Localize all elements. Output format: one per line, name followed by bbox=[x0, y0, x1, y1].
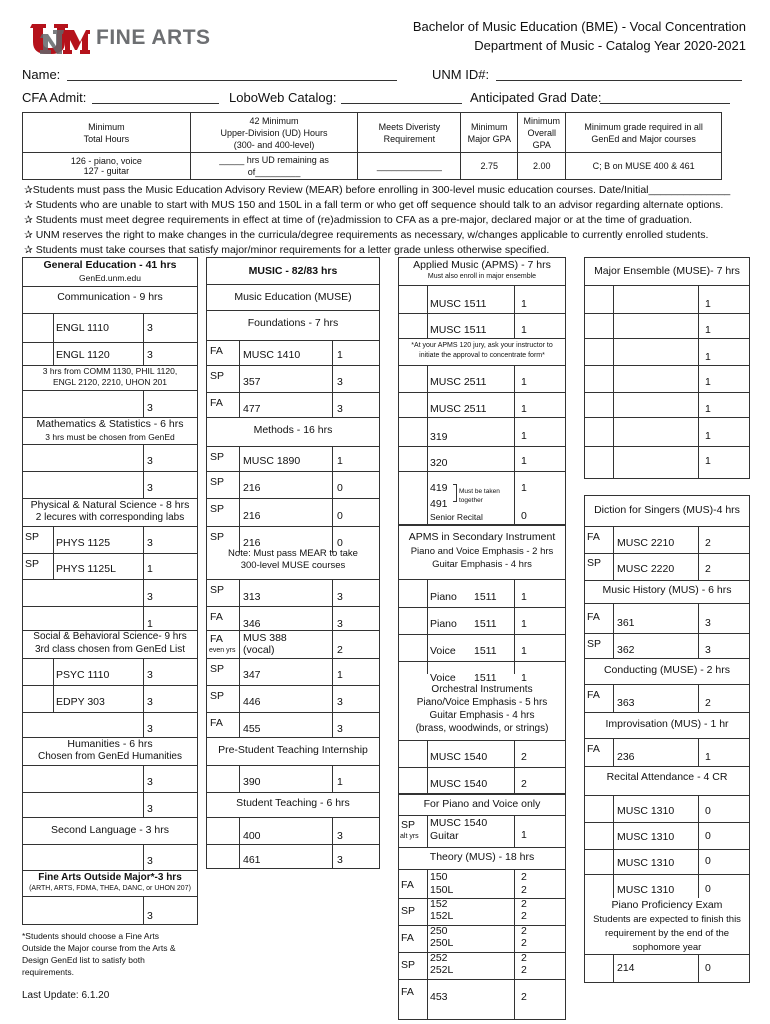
mus236-credits: 1 bbox=[705, 751, 711, 763]
theory252-semester: SP bbox=[401, 959, 416, 971]
musc1511b-credits: 1 bbox=[521, 324, 527, 336]
piano-proficiency-note: Students are expected to finish this requirement by the end of the sophomore year bbox=[593, 914, 741, 953]
mus216c-semester: SP bbox=[210, 531, 225, 543]
name-label: Name: bbox=[22, 67, 61, 82]
min-grade-header: Minimum grade required in all GenEd and Major courses bbox=[566, 113, 722, 153]
major-ensemble-section bbox=[584, 257, 750, 479]
second-language-header: Second Language - 3 hrs bbox=[51, 824, 169, 836]
engl1110-credits: 3 bbox=[147, 322, 153, 334]
musc1310b-course: MUSC 1310 bbox=[617, 831, 675, 843]
note-letter-grade: ✰ Students must take courses that satisfy major/minor requirements for a letter grade unless otherwise specified. bbox=[24, 244, 550, 256]
ensemble3-credits: 1 bbox=[705, 351, 711, 363]
theory252-credits: 2 bbox=[521, 952, 527, 964]
psyc1110-credits: 3 bbox=[147, 669, 153, 681]
gen-ed-title: General Education - 41 hrs bbox=[43, 259, 177, 271]
engl1120-credits: 3 bbox=[147, 349, 153, 361]
mus390-course: 390 bbox=[243, 776, 261, 788]
history-header: Music History (MUS) - 6 hrs bbox=[602, 584, 732, 596]
musc1540b-credits: 2 bbox=[521, 778, 527, 790]
engl1110-course: ENGL 1110 bbox=[56, 322, 109, 334]
overall-gpa-header: Minimum Overall GPA bbox=[518, 113, 566, 153]
musc1511a-course: MUSC 1511 bbox=[430, 298, 487, 310]
cfa-admit-field[interactable] bbox=[92, 90, 219, 104]
ud-hours-value[interactable]: _____ hrs UD remaining as of_________ bbox=[190, 153, 358, 180]
musc1540b-course: MUSC 1540 bbox=[430, 778, 488, 790]
apms-secondary-note: Piano and Voice Emphasis - 2 hrs Guitar Emphasis - 4 hrs bbox=[410, 546, 554, 570]
applied-music-section bbox=[398, 257, 566, 525]
note-sequence: ✰ Students who are unable to start with MUS 150 and 150L in a fall term or who get off sequence should talk to an advisor regarding alternate options. bbox=[24, 199, 724, 211]
foundations-header: Foundations - 7 hrs bbox=[247, 317, 339, 329]
theory150-course: 150 bbox=[430, 871, 448, 883]
orchestral-header: Orchestral Instruments Piano/Voice Emphasis - 5 hrs Guitar Emphasis - 4 hrs (brass, woodwinds, or strings) bbox=[415, 684, 549, 734]
apms-jury-note: *At your APMS 120 jury, ask your instructor to initiate the approval to concentrate form* bbox=[411, 342, 553, 359]
mus461-credits: 3 bbox=[337, 854, 343, 866]
mus216b-credits: 0 bbox=[337, 510, 343, 522]
edpy303-course: EDPY 303 bbox=[56, 696, 105, 708]
mus216a-credits: 0 bbox=[337, 482, 343, 494]
mus361-semester: FA bbox=[587, 611, 600, 623]
musc1511b-course: MUSC 1511 bbox=[430, 324, 487, 336]
apms419-credits: 1 bbox=[521, 482, 527, 494]
musc2220-semester: SP bbox=[587, 557, 602, 569]
mus346-semester: FA bbox=[210, 611, 223, 623]
mus216c-course: 216 bbox=[243, 537, 261, 549]
ensemble1-credits: 1 bbox=[705, 298, 711, 310]
phys1125-course: PHYS 1125 bbox=[56, 537, 111, 549]
unm-fine-arts-logo bbox=[30, 20, 215, 56]
math1-credits: 3 bbox=[147, 455, 153, 467]
mus455-course: 455 bbox=[243, 723, 261, 735]
min-ud-header: 42 Minimum Upper-Division (UD) Hours (300- and 400-level) bbox=[190, 113, 358, 153]
mus347-course: 347 bbox=[243, 669, 261, 681]
mus357-credits: 3 bbox=[337, 376, 343, 388]
apms320-course: 320 bbox=[430, 457, 448, 469]
mus357-course: 357 bbox=[243, 376, 261, 388]
apms419-course: 419 bbox=[430, 482, 448, 494]
mus461-course: 461 bbox=[243, 854, 261, 866]
theory150l-course: 150L bbox=[430, 884, 454, 896]
theory453-credits: 2 bbox=[521, 991, 527, 1003]
musc1890-semester: SP bbox=[210, 451, 225, 463]
apms-subtitle: Must also enroll in major ensemble bbox=[427, 273, 537, 280]
hum1-credits: 3 bbox=[147, 776, 153, 788]
methods-header: Methods - 16 hrs bbox=[253, 424, 333, 436]
math2-credits: 3 bbox=[147, 482, 153, 494]
theory152-course: 152 bbox=[430, 898, 448, 910]
muse-header: Music Education (MUSE) bbox=[234, 291, 352, 303]
logo-text: FINE ARTS bbox=[96, 26, 211, 49]
ensemble5-credits: 1 bbox=[705, 403, 711, 415]
musc2511a-course: MUSC 2511 bbox=[430, 376, 487, 388]
musc1540-guitar-course: MUSC 1540 Guitar bbox=[430, 817, 488, 842]
recital-piano-section bbox=[584, 766, 750, 983]
theory250-semester: FA bbox=[401, 932, 414, 944]
mus388-course: MUS 388 (vocal) bbox=[243, 632, 287, 656]
mus362-course: 362 bbox=[617, 644, 635, 656]
musc1890-course: MUSC 1890 bbox=[243, 455, 301, 467]
musc1410-course: MUSC 1410 bbox=[243, 349, 301, 361]
last-update: Last Update: 6.1.20 bbox=[22, 990, 110, 1001]
hum2-credits: 3 bbox=[147, 803, 153, 815]
theory150-credits: 2 bbox=[521, 871, 527, 883]
musc1540-guitar-credits: 1 bbox=[521, 829, 527, 841]
voice1-credits: 1 bbox=[521, 645, 527, 657]
theory252l-course: 252L bbox=[430, 964, 454, 976]
piano2-instrument: Piano bbox=[430, 618, 457, 630]
science3-credits: 3 bbox=[147, 591, 153, 603]
unm-id-label: UNM ID#: bbox=[432, 67, 490, 82]
cfa-admit-label: CFA Admit: bbox=[22, 90, 87, 105]
mus390-credits: 1 bbox=[337, 776, 343, 788]
ensemble-header: Major Ensemble (MUSE)- 7 hrs bbox=[594, 265, 740, 277]
loboweb-field[interactable] bbox=[341, 90, 462, 104]
musc1410-credits: 1 bbox=[337, 349, 343, 361]
voice1-course: 1511 bbox=[474, 645, 497, 657]
mear-note: Note: Must pass MEAR to take 300-level MUSE courses bbox=[228, 548, 358, 571]
mus214-course: 214 bbox=[617, 962, 635, 974]
comm-note-2: ENGL 2120, 2210, UHON 201 bbox=[52, 377, 168, 387]
theory250l-course: 250L bbox=[430, 937, 454, 949]
taken-together-note: Must be taken together bbox=[459, 488, 500, 504]
theory250l-credits: 2 bbox=[521, 937, 527, 949]
social3-credits: 3 bbox=[147, 723, 153, 735]
alt-years-label: alt yrs bbox=[400, 833, 419, 840]
musc1310c-credits: 0 bbox=[705, 855, 711, 867]
phys-science-note: 2 lecures with corresponding labs bbox=[35, 512, 185, 523]
mus313-credits: 3 bbox=[337, 591, 343, 603]
muse363-credits: 2 bbox=[705, 697, 711, 709]
humanities-header: Humanities - 6 hrs bbox=[67, 738, 153, 750]
theory-header: Theory (MUS) - 18 hrs bbox=[429, 851, 535, 863]
music-title: MUSIC - 82/83 hrs bbox=[248, 265, 338, 277]
min-grade-value: C; B on MUSE 400 & 461 bbox=[566, 153, 722, 180]
musc1540a-course: MUSC 1540 bbox=[430, 751, 488, 763]
muse363-course: 363 bbox=[617, 697, 635, 709]
fine-arts-footnote: *Students should choose a Fine Arts Outside the Major course from the Arts & Design GenEd list to satisfy both requirements. bbox=[22, 931, 176, 977]
mus216b-semester: SP bbox=[210, 503, 225, 515]
apms-title: Applied Music (APMS) - 7 hrs bbox=[413, 259, 551, 271]
mus313-semester: SP bbox=[210, 584, 225, 596]
gen-ed-link[interactable]: GenEd.unm.edu bbox=[79, 273, 141, 283]
theory250-course: 250 bbox=[430, 925, 448, 937]
mus361-course: 361 bbox=[617, 617, 635, 629]
math-header: Mathematics & Statistics - 6 hrs bbox=[36, 418, 184, 430]
mus446-course: 446 bbox=[243, 696, 261, 708]
fa-outside-header: Fine Arts Outside Major*-3 hrs bbox=[38, 872, 182, 883]
mus477-credits: 3 bbox=[337, 403, 343, 415]
student-teaching-header: Student Teaching - 6 hrs bbox=[236, 797, 350, 809]
grad-date-field[interactable] bbox=[600, 90, 730, 104]
program-title: Bachelor of Music Education (BME) - Vocal Concentration bbox=[412, 19, 746, 34]
musc2220-credits: 2 bbox=[705, 563, 711, 575]
min-total-header: Minimum Total Hours bbox=[23, 113, 191, 153]
musc2210-credits: 2 bbox=[705, 537, 711, 549]
musc1310d-credits: 0 bbox=[705, 883, 711, 895]
musc1540a-credits: 2 bbox=[521, 751, 527, 763]
mus346-credits: 3 bbox=[337, 618, 343, 630]
phys1125l-course: PHYS 1125L bbox=[56, 563, 116, 575]
theory152l-credits: 2 bbox=[521, 910, 527, 922]
unm-id-field[interactable] bbox=[496, 67, 742, 81]
musc2511b-credits: 1 bbox=[521, 403, 527, 415]
unm-logo-icon bbox=[30, 20, 90, 56]
diversity-value[interactable]: _____________ bbox=[358, 153, 461, 180]
phys1125-semester: SP bbox=[25, 531, 40, 543]
senior-recital-label: Senior Recital bbox=[430, 512, 483, 522]
apms319-course: 319 bbox=[430, 431, 448, 443]
mus477-course: 477 bbox=[243, 403, 261, 415]
apms491-course: 491 bbox=[430, 498, 448, 510]
diction-header: Diction for Singers (MUS)-4 hrs bbox=[594, 504, 740, 516]
mus477-semester: FA bbox=[210, 397, 223, 409]
improvisation-header: Improvisation (MUS) - 1 hr bbox=[605, 718, 729, 730]
guitar-semester: SP bbox=[401, 819, 416, 831]
mus388-credits: 2 bbox=[337, 644, 343, 656]
math-note: 3 hrs must be chosen from GenEd bbox=[45, 432, 175, 442]
mus362-semester: SP bbox=[587, 638, 602, 650]
phys1125l-credits: 1 bbox=[147, 563, 153, 575]
musc1310d-course: MUSC 1310 bbox=[617, 884, 675, 896]
mus361-credits: 3 bbox=[705, 617, 711, 629]
fa-outside-credits: 3 bbox=[147, 910, 153, 922]
music-section bbox=[206, 257, 380, 869]
fa-outside-note: (ARTH, ARTS, FDMA, THEA, DANC, or UHON 207) bbox=[29, 885, 191, 892]
edpy303-credits: 3 bbox=[147, 696, 153, 708]
mus214-credits: 0 bbox=[705, 962, 711, 974]
piano2-credits: 1 bbox=[521, 618, 527, 630]
phys1125-credits: 3 bbox=[147, 537, 153, 549]
conducting-header: Conducting (MUSE) - 2 hrs bbox=[603, 664, 731, 676]
grad-date-label: Anticipated Grad Date: bbox=[470, 90, 602, 105]
theory150l-credits: 2 bbox=[521, 884, 527, 896]
mus236-course: 236 bbox=[617, 751, 635, 763]
psyc1110-course: PSYC 1110 bbox=[56, 669, 110, 681]
piano-proficiency-header: Piano Proficiency Exam bbox=[611, 899, 723, 911]
total-hours-value: 126 - piano, voice 127 - guitar bbox=[23, 153, 191, 180]
diction-section bbox=[584, 495, 750, 582]
ensemble7-credits: 1 bbox=[705, 455, 711, 467]
theory152-semester: SP bbox=[401, 905, 416, 917]
muse363-semester: FA bbox=[587, 689, 600, 701]
mus400-credits: 3 bbox=[337, 830, 343, 842]
mus347-credits: 1 bbox=[337, 669, 343, 681]
mus216b-course: 216 bbox=[243, 510, 261, 522]
musc1310c-course: MUSC 1310 bbox=[617, 857, 675, 869]
phys-science-header: Physical & Natural Science - 8 hrs bbox=[30, 499, 190, 511]
theory250-credits: 2 bbox=[521, 925, 527, 937]
recital-attendance-header: Recital Attendance - 4 CR bbox=[606, 771, 728, 783]
voice2-credits: 1 bbox=[521, 672, 527, 684]
note-mear: ✰Students must pass the Music Education Advisory Review (MEAR) before enrolling in 300-level music education courses. Date/Initial______________ bbox=[24, 184, 731, 196]
mus455-semester: FA bbox=[210, 717, 223, 729]
theory152-credits: 2 bbox=[521, 898, 527, 910]
mus446-semester: SP bbox=[210, 690, 225, 702]
comm-elective-credits: 3 bbox=[147, 402, 153, 414]
comm-note-1: 3 hrs from COMM 1130, PHIL 1120, bbox=[42, 366, 178, 376]
piano2-course: 1511 bbox=[474, 618, 497, 630]
note-unm-rights: ✰ UNM reserves the right to make changes in the curricula/degree requirements as necessary, w/changes applicable to currently enrolled students. bbox=[24, 229, 709, 241]
theory150-semester: FA bbox=[401, 879, 414, 891]
major-gpa-header: Minimum Major GPA bbox=[461, 113, 518, 153]
mus446-credits: 3 bbox=[337, 696, 343, 708]
musc1310b-credits: 0 bbox=[705, 830, 711, 842]
musc1310a-course: MUSC 1310 bbox=[617, 805, 675, 817]
mus388-semester: FA bbox=[210, 633, 223, 645]
social-note: 3rd class chosen from GenEd List bbox=[34, 644, 186, 655]
mus236-semester: FA bbox=[587, 743, 600, 755]
apms-secondary-section bbox=[398, 525, 566, 794]
mus346-course: 346 bbox=[243, 618, 261, 630]
communication-header: Communication - 9 hrs bbox=[57, 291, 163, 303]
voice2-course: 1511 bbox=[474, 672, 497, 684]
humanities-note: Chosen from GenEd Humanities bbox=[38, 751, 182, 762]
mus455-credits: 3 bbox=[337, 723, 343, 735]
apms320-credits: 1 bbox=[521, 455, 527, 467]
piano1-instrument: Piano bbox=[430, 591, 457, 603]
catalog-title: Department of Music - Catalog Year 2020-2021 bbox=[474, 38, 746, 53]
musc1511a-credits: 1 bbox=[521, 298, 527, 310]
mus347-semester: SP bbox=[210, 663, 225, 675]
musc2210-semester: FA bbox=[587, 531, 600, 543]
theory453-course: 453 bbox=[430, 991, 448, 1003]
science4-credits: 1 bbox=[147, 618, 153, 630]
mus400-course: 400 bbox=[243, 830, 261, 842]
mus357-semester: SP bbox=[210, 370, 225, 382]
mus362-credits: 3 bbox=[705, 644, 711, 656]
theory252l-credits: 2 bbox=[521, 964, 527, 976]
apms319-credits: 1 bbox=[521, 430, 527, 442]
piano1-course: 1511 bbox=[474, 591, 497, 603]
loboweb-label: LoboWeb Catalog: bbox=[229, 90, 337, 105]
social-header: Social & Behavioral Science- 9 hrs bbox=[33, 631, 187, 642]
major-gpa-value: 2.75 bbox=[461, 153, 518, 180]
musc2220-course: MUSC 2220 bbox=[617, 563, 675, 575]
requirements-summary-table bbox=[22, 112, 722, 180]
even-years-label: even yrs bbox=[209, 647, 236, 654]
ensemble2-credits: 1 bbox=[705, 324, 711, 336]
mus216a-course: 216 bbox=[243, 482, 261, 494]
ensemble6-credits: 1 bbox=[705, 430, 711, 442]
musc2511a-credits: 1 bbox=[521, 376, 527, 388]
language-credits: 3 bbox=[147, 855, 153, 867]
musc1890-credits: 1 bbox=[337, 455, 343, 467]
theory453-semester: FA bbox=[401, 986, 414, 998]
voice2-instrument: Voice bbox=[430, 672, 456, 684]
musc2210-course: MUSC 2210 bbox=[617, 537, 675, 549]
voice1-instrument: Voice bbox=[430, 645, 456, 657]
theory-section bbox=[398, 794, 566, 1020]
apms-secondary-header: APMS in Secondary Instrument bbox=[408, 531, 556, 543]
mus216a-semester: SP bbox=[210, 476, 225, 488]
musc1410-semester: FA bbox=[210, 345, 223, 357]
gen-ed-section bbox=[22, 257, 198, 925]
musc1310a-credits: 0 bbox=[705, 805, 711, 817]
musc2511b-course: MUSC 2511 bbox=[430, 403, 487, 415]
mus216c-credits: 0 bbox=[337, 537, 343, 549]
apms491-credits: 0 bbox=[521, 510, 527, 522]
mus313-course: 313 bbox=[243, 591, 261, 603]
internship-header: Pre-Student Teaching Internship bbox=[218, 744, 368, 756]
phys1125l-semester: SP bbox=[25, 558, 40, 570]
name-field[interactable] bbox=[67, 67, 397, 81]
overall-gpa-value: 2.00 bbox=[518, 153, 566, 180]
ensemble4-credits: 1 bbox=[705, 376, 711, 388]
diversity-header: Meets Diveristy Requirement bbox=[358, 113, 461, 153]
history-conducting-section bbox=[584, 580, 750, 768]
piano-voice-only-header: For Piano and Voice only bbox=[423, 798, 541, 810]
theory252-course: 252 bbox=[430, 952, 448, 964]
note-degree-req: ✰ Students must meet degree requirements in effect at time of (re)admission to CFA as a pre-major, declared major or at the time of graduation. bbox=[24, 214, 693, 226]
theory152l-course: 152L bbox=[430, 910, 454, 922]
piano1-credits: 1 bbox=[521, 591, 527, 603]
engl1120-course: ENGL 1120 bbox=[56, 349, 110, 361]
